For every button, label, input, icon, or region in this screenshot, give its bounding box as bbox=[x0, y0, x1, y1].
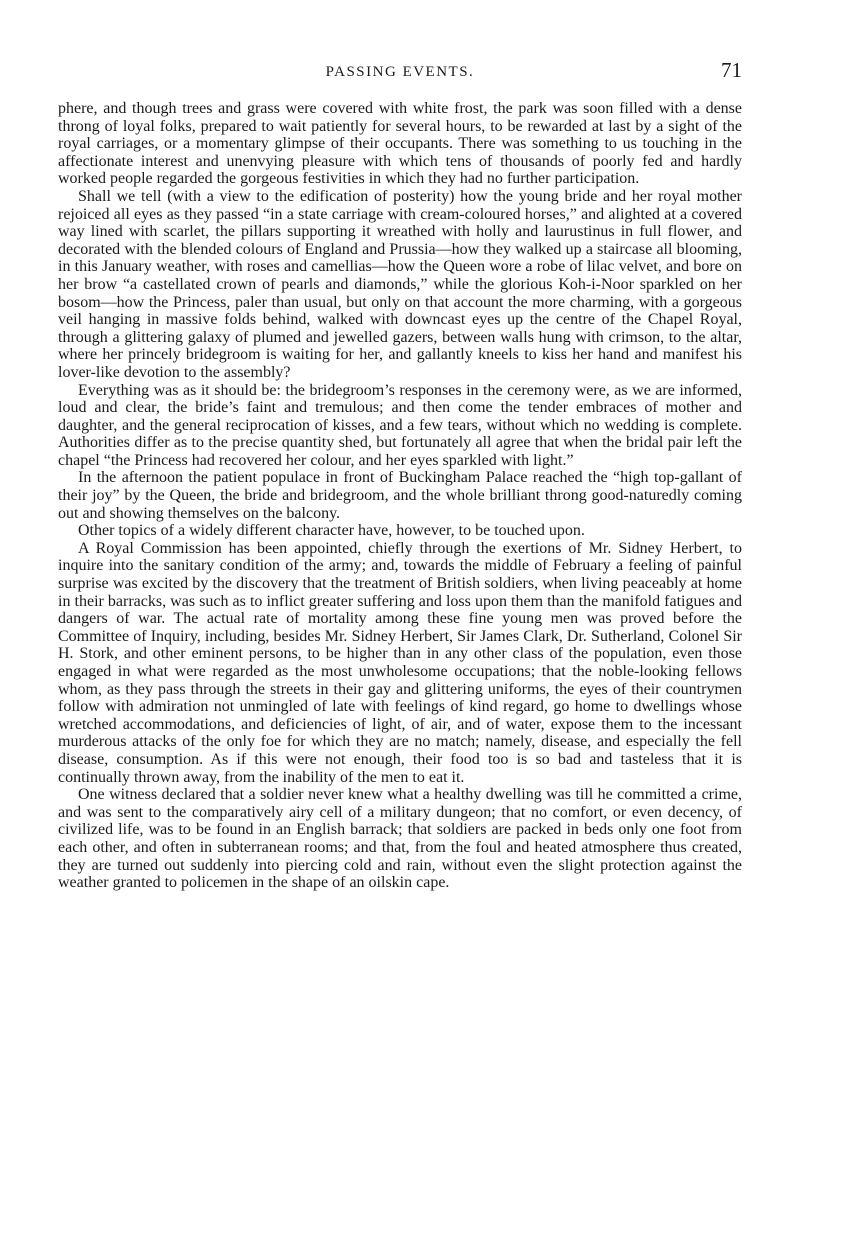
paragraph-6: A Royal Commission has been appointed, chiefly through the exertions of Mr. Sidney Herbert, to inquire into the sanitary condition of the army; and, towards the middle of February a feeling of painful surprise was excited by the discovery that the treatment of British soldiers, when living peaceably at home in their barracks, was such as to inflict greater suffering and loss upon them than the manifold fatigues and dangers of war. The actual rate of mortality among these fine young men was proved before the Committee of Inquiry, including, besides Mr. Sidney Herbert, Sir James Clark, Dr. Sutherland, Colonel Sir H. Stork, and other eminent persons, to be higher than in any other class of the population, even those engaged in what were regarded as the most unwholesome occupations; that the noble-looking fellows whom, as they pass through the streets in their gay and glittering uniforms, the eyes of their countrymen follow with admiration not unmingled of late with feelings of kind regard, go home to dwellings whose wretched accommodations, and deficiencies of light, of air, and of water, expose them to the incessant murderous attacks of the only foe for which they are no match; namely, disease, and especially the fell disease, consumption. As if this were not enough, their food too is so bad and tasteless that it is continually thrown away, from the inability of the men to eat it. bbox=[58, 539, 742, 786]
page-header bbox=[58, 58, 742, 88]
paragraph-2: Shall we tell (with a view to the edification of posterity) how the young bride and her royal mother rejoiced all eyes as they passed “in a state carriage with cream-coloured horses,” and alighted at a covered way lined with scarlet, the pillars supporting it wreathed with holly and laurustinus in full flower, and decorated with the blended colours of England and Prussia—how they walked up a staircase all blooming, in this January weather, with roses and camellias—how the Queen wore a robe of lilac velvet, and bore on her brow “a castellated crown of pearls and diamonds,” while the glorious Koh-i-Noor sparkled on her bosom—how the Princess, paler than usual, but only on that account the more charming, with a gorgeous veil hanging in massive folds behind, walked with downcast eyes up the centre of the Chapel Royal, through a glittering galaxy of plumed and jewelled gazers, between walls hung with crimson, to the altar, where her princely bridegroom is waiting for her, and gallantly kneels to kiss her hand and manifest his lover-like devotion to the assembly? bbox=[58, 187, 742, 381]
page-number: 71 bbox=[721, 58, 742, 82]
article-body bbox=[58, 100, 742, 892]
paragraph-4: In the afternoon the patient populace in front of Buckingham Palace reached the “high top-gallant of their joy” by the Queen, the bride and bridegroom, and the whole brilliant throng good-naturedly coming out and showing themselves on the balcony. bbox=[58, 469, 742, 522]
paragraph-3: Everything was as it should be: the bridegroom’s responses in the ceremony were, as we are informed, loud and clear, the bride’s faint and tremulous; and then come the tender embraces of mother and daughter, and the general reciprocation of kisses, and a few tears, without which no wedding is complete. Authorities differ as to the precise quantity shed, but fortunately all agree that when the bridal pair left the chapel “the Princess had recovered her colour, and her eyes sparkled with light.” bbox=[58, 381, 742, 469]
paragraph-5: Other topics of a widely different character have, however, to be touched upon. bbox=[78, 522, 585, 540]
paragraph-1: phere, and though trees and grass were covered with white frost, the park was soon filled with a dense throng of loyal folks, prepared to wait patiently for several hours, to be rewarded at last by a sight of the royal carriages, or a momentary glimpse of their occupants. There was something to us touching in the affectionate interest and unenvying pleasure with which tens of thousands of poorly fed and hardly worked people regarded the gorgeous festivities in which they had no further participation. bbox=[58, 100, 742, 188]
running-title: PASSING EVENTS. bbox=[325, 64, 475, 80]
paragraph-7: One witness declared that a soldier never knew what a healthy dwelling was till he committed a crime, and was sent to the comparatively airy cell of a military dungeon; that no comfort, or even decency, of civilized life, was to be found in an English barrack; that soldiers are packed in beds only one foot from each other, and often in subterranean rooms; and that, from the foul and heated atmosphere thus created, they are turned out suddenly into piercing cold and rain, without even the slight protection against the weather granted to policemen in the shape of an oilskin cape. bbox=[58, 786, 742, 892]
